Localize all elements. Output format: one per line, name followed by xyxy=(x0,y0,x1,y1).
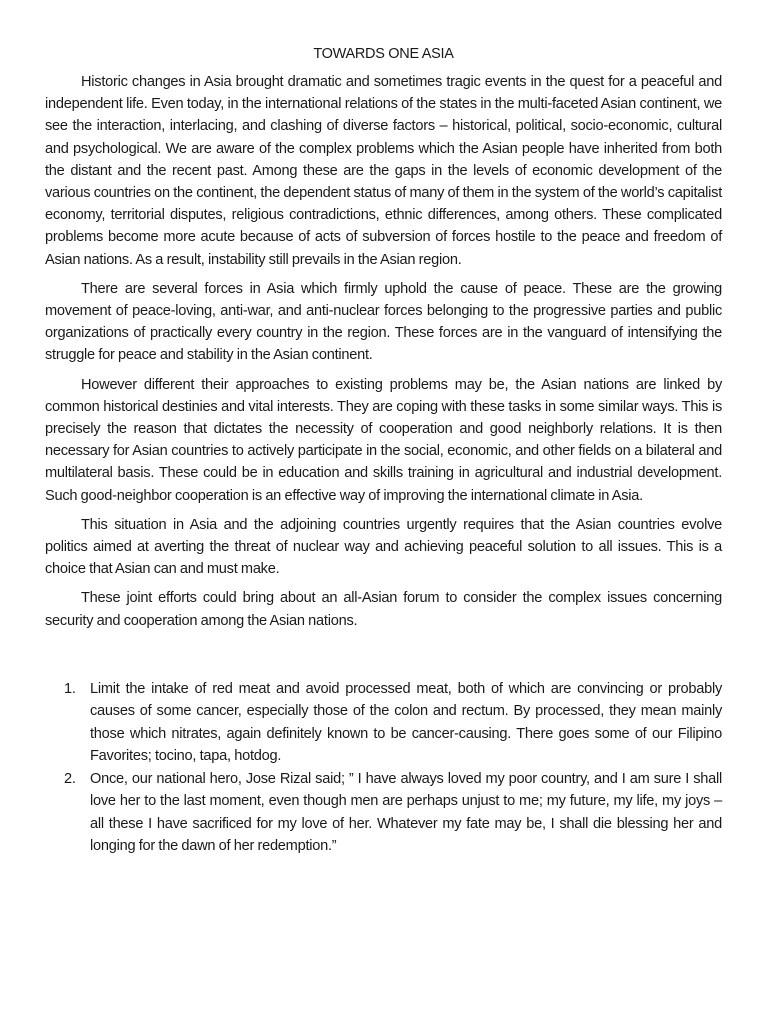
list-item-number: 1. xyxy=(64,680,76,697)
list-item-text: Limit the intake of red meat and avoid processed meat, both of which are convincing or probably causes of some cancer, especially those of the colon and rectum. By processed, they mean mainly those which nitrates, again definitely known to be cancer-causing. There goes some of our Filipino Favorites; tocino, tapa, hotdog. xyxy=(90,680,722,765)
list-item-number: 2. xyxy=(64,770,76,787)
document-page xyxy=(45,44,722,858)
paragraph-3: However different their approaches to existing problems may be, the Asian nations are linked by common historical destinies and vital interests. They are coping with these tasks in some similar ways. This is precisely the reason that dictates the necessity of cooperation and good neighborly relations. It is then necessary for Asian countries to actively participate in the social, economic, and other fields on a bilateral and multilateral basis. These could be in education and skills training in agricultural and industrial development. Such good-neighbor cooperation is an effective way of improving the international climate in Asia. xyxy=(45,376,722,504)
numbered-list xyxy=(45,678,722,858)
list-item xyxy=(45,768,722,858)
document-title: TOWARDS ONE ASIA xyxy=(313,46,454,62)
paragraph-5: These joint efforts could bring about an all-Asian forum to consider the complex issues concerning security and cooperation among the Asian nations. xyxy=(45,590,722,629)
list-item-text: Once, our national hero, Jose Rizal said; ” I have always loved my poor country, and I am sure I shall love her to the last moment, even though men are perhaps unjust to me; my future, my life, my joys – all these I have sacrificed for my love of her. Whatever my fate may be, I shall die blessing her and longing for the dawn of her redemption.” xyxy=(90,770,722,855)
paragraph-2: There are several forces in Asia which firmly uphold the cause of peace. These are the growing movement of peace-loving, anti-war, and anti-nuclear forces belonging to the progressive parties and public organizations of practically every country in the region. These forces are in the vanguard of intensifying the struggle for peace and stability in the Asian continent. xyxy=(45,280,722,364)
paragraph-1: Historic changes in Asia brought dramatic and sometimes tragic events in the quest for a peaceful and independent life. Even today, in the international relations of the states in the multi-faceted Asian continent, we see the interaction, interlacing, and clashing of diverse factors – historical, political, socio-economic, cultural and psychological. We are aware of the complex problems which the Asian people have inherited from both the distant and the recent past. Among these are the gaps in the levels of economic development of the various countries on the continent, the dependent status of many of them in the system of the world’s capitalist economy, territorial disputes, religious contradictions, ethnic differences, among others. These complicated problems become more acute because of acts of subversion of forces hostile to the peace and freedom of Asian nations. As a result, instability still prevails in the Asian region. xyxy=(45,74,722,268)
paragraph-4: This situation in Asia and the adjoining countries urgently requires that the Asian countries evolve politics aimed at averting the threat of nuclear way and achieving peaceful solution to all issues. This is a choice that Asian can and must make. xyxy=(45,516,722,578)
list-item xyxy=(45,678,722,768)
